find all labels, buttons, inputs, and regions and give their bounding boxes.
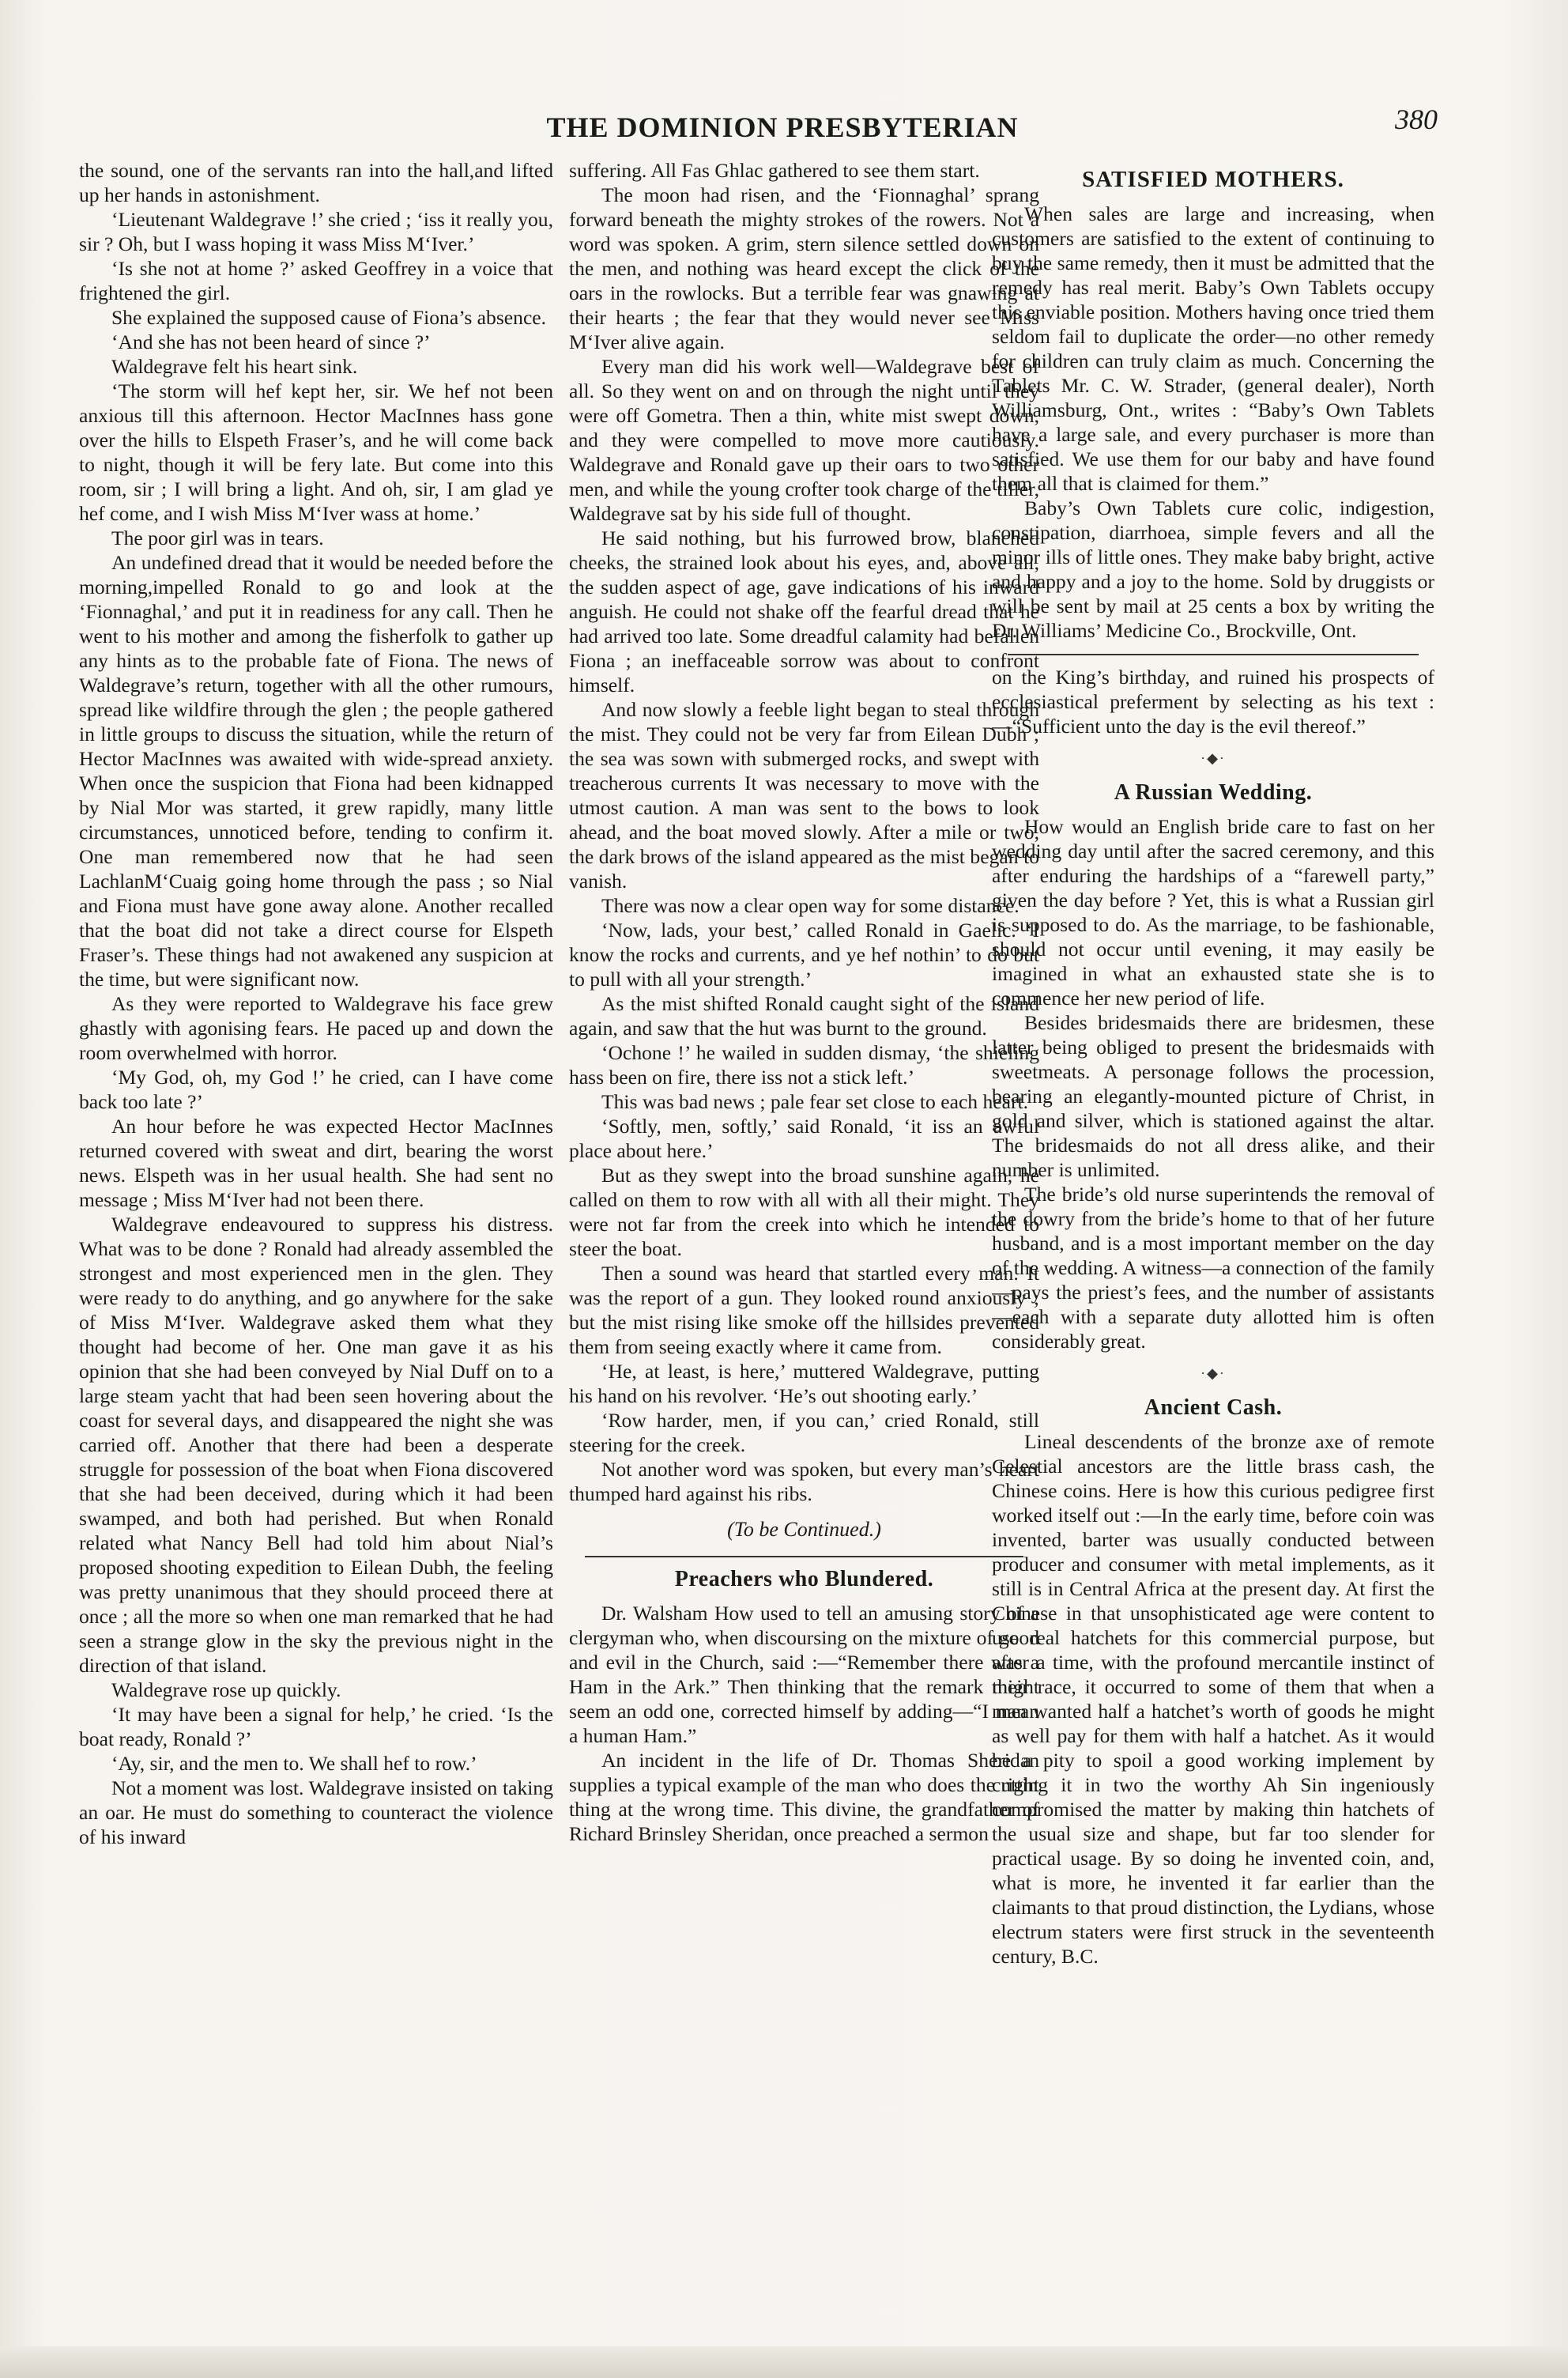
paragraph: Besides bridesmaids there are bridesmen, these latter being obliged to present the bridesmaids with sweetmeats. A personage follows the procession, bearing an elegantly-mounted picture of Christ, in gold and silver, which is stationed against the altar. The bridesmaids do not all dress alike, and their number is unlimited.	[992, 1011, 1434, 1181]
paragraph: ‘My God, oh, my God !’ he cried, can I have come back too late ?’	[79, 1066, 553, 1113]
paragraph: Waldegrave endeavoured to suppress his distress. What was to be done ? Ronald had already assembled the strongest and most experienced men in the glen. They were ready to do anything, and go anywhere for the sake of Miss M‘Iver. Waldegrave asked them what they thought had become of her. One man gave it as his opinion that she had been conveyed by Nial Duff on to a large steam yacht that had been seen hovering about the coast for several days, and disappeared the night she was carried off. Another that there had been a desperate struggle for possession of the boat when Fiona discovered that she had been deceived, during which it had been swamped, and both had perished. But when Ronald related what Nancy Bell had told him about Nial’s proposed shooting expedition to Eilean Dubh, the feeling was pretty unanimous that they should proceed there at once ; all the more so when one man remarked that he had seen a strange glow in the sky the previous night in the direction of that island.	[79, 1213, 553, 1677]
paragraph: How would an English bride care to fast on her wedding day until after the sacred ceremony, and this after enduring the hardships of a “farewell party,” given the day before ? Yet, this is what a Russian girl is supposed to do. As the marriage, to be fashionable, should not occur until evening, it may easily be imagined in what an exhausted state she is to commence her new period of life.	[992, 815, 1434, 1010]
paragraph: This was bad news ; pale fear set close to each heart.	[601, 1090, 1029, 1113]
paragraph: ‘Lieutenant Waldegrave !’ she cried ; ‘iss it really you, sir ? Oh, but I wass hoping it wass Miss M‘Iver.’	[79, 208, 553, 255]
paragraph: She explained the supposed cause of Fiona’s absence.	[111, 306, 547, 329]
paragraph: As they were reported to Waldegrave his face grew ghastly with agonising fears. He paced up and down the room overwhelmed with horror.	[79, 992, 553, 1064]
paragraph: ‘Is she not at home ?’ asked Geoffrey in a voice that frightened the girl.	[79, 257, 553, 304]
paragraph: ‘It may have been a signal for help,’ he cried. ‘Is the boat ready, Ronald ?’	[79, 1703, 553, 1750]
paragraph: Every man did his work well—Waldegrave best of all. So they went on and on through the night until they were off Gometra. Then a thin, white mist swept down, and they were compelled to move more cautiously. Waldegrave and Ronald gave up their oars to two other men, and while the young crofter took charge of the tiller, Waldegrave sat by his side full of thought.	[569, 355, 1039, 525]
paragraph: Not a moment was lost. Waldegrave insisted on taking an oar. He must do something to counteract the violence of his inward	[79, 1776, 553, 1848]
paragraph: ‘The storm will hef kept her, sir. We hef not been anxious till this afternoon. Hector MacInnes hass gone over the hills to Elspeth Fraser’s, and he will come back to night, though it will be fery late. But come into this room, sir ; I will bring a light. And oh, sir, I am glad ye hef come, and I wish Miss M‘Iver wass at home.’	[79, 379, 553, 525]
paragraph: on the King’s birthday, and ruined his prospects of ecclesiastical preferment by selecting as his text :—“Sufficient unto the day is the evil thereof.”	[992, 666, 1434, 738]
paragraph: An undefined dread that it would be needed before the morning,impelled Ronald to go and look at the ‘Fionnaghal,’ and put it in readiness for any call. Then he went to his mother and among the fisherfolk to gather up any hints as to the probable fate of Fiona. The news of Waldegrave’s return, together with all the other rumours, spread like wildfire through the glen ; the people gathered in little groups to discuss the situation, while the return of Hector MacInnes was awaited with wide-spread anxiety. When once the suspicion that Fiona had been kidnapped by Nial Mor was started, it grew rapidly, many little circumstances, unnoticed before, tending to confirm it. One man remembered now that he had seen LachlanM‘Cuaig going home through the pass ; so Nial and Fiona must have gone away alone. Another recalled that the boat did not take a direct course for Elspeth Fraser’s. These things had not awakened any suspicion at the time, but were significant now.	[79, 551, 553, 991]
paragraph: Baby’s Own Tablets cure colic, indigestion, constipation, diarrhoea, simple fevers and all the minor ills of little ones. They make baby bright, active and happy and a joy to the home. Sold by druggists or will be sent by mail at 25 cents a box by writing the Dr. Williams’ Medicine Co., Brockville, Ont.	[992, 496, 1434, 642]
paragraph: An hour before he was expected Hector MacInnes returned covered with sweat and dirt, bearing the worst news. Elspeth was in her usual health. She had sent no message ; Miss M‘Iver had not been there.	[79, 1115, 553, 1211]
paragraph: There was now a clear open way for some distance.	[601, 894, 1020, 917]
article-heading-ancient-cash: Ancient Cash.	[1144, 1395, 1283, 1420]
paragraph: The moon had risen, and the ‘Fionnaghal’ sprang forward beneath the mighty strokes of the rowers. Not a word was spoken. A grim, stern silence settled down on the men, and nothing was heard except the click of the oars in the rowlocks. But a terrible fear was gnawing at their hearts ; the fear that they would never see Miss M‘Iver alive again.	[569, 183, 1039, 353]
paragraph: But as they swept into the broad sunshine again, he called on them to row with all with all their might. They were not far from the creek into which he intended to steer the boat.	[569, 1164, 1039, 1260]
paragraph: Lineal descendents of the bronze axe of remote Celestial ancestors are the little brass cash, the Chinese coins. Here is how this curious pedigree first worked itself out :—In the early time, before coin was invented, barter was usually conducted between producer and consumer with metal implements, as it still is in Central Africa at the present day. At first the Chinese in that unsophisticated age were content to use real hatchets for this commercial purpose, but after a time, with the profound mercantile instinct of their race, it occurred to some of them that when a man wanted half a hatchet’s worth of goods he might as well pay for them with half a hatchet. As it would be a pity to spoil a good working implement by cutting it in two the worthy Ah Sin ingeniously compromised the matter by making thin hatchets of the usual size and shape, but far too slender for practical usage. By so doing he invented coin, and, what is more, he invented it far earlier than the claimants to that proud distinction, the Lydians, whose electrum staters were first struck in the seventeenth century, B.C.	[992, 1430, 1434, 1968]
paragraph: ‘Ay, sir, and the men to. We shall hef to row.’	[111, 1752, 477, 1775]
paragraph: And now slowly a feeble light began to steal through the mist. They could not be very far from Eilean Dubh ; the sea was sown with submerged rocks, and swept with treacherous currents It was necessary to move with the utmost caution. A man was sent to the bows to look ahead, and the boat moved slowly. After a mile or two, the dark brows of the island appeared as the mist began to vanish.	[569, 698, 1039, 893]
paragraph: ‘Now, lads, your best,’ called Ronald in Gaelic. ‘I know the rocks and currents, and ye hef nothin’ to do but to pull with all your strength.’	[569, 919, 1039, 991]
page-header-title: THE DOMINION PRESBYTERIAN	[546, 111, 1019, 143]
paragraph: The poor girl was in tears.	[111, 527, 324, 549]
paragraph: ‘And she has not been heard of since ?’	[111, 330, 431, 353]
page-bottom-edge	[0, 2346, 1568, 2378]
ornament-divider: ·◆·	[1200, 750, 1226, 766]
column-1	[79, 158, 553, 2293]
paragraph: Then a sound was heard that startled every man. It was the report of a gun. They looked round anxiously ; but the mist rising like smoke off the hillsides prevented them from seeing exactly where it came from.	[569, 1262, 1039, 1358]
divider-rule	[585, 1556, 1023, 1557]
paragraph: ‘Row harder, men, if you can,’ cried Ronald, still steering for the creek.	[569, 1409, 1039, 1456]
article-heading-preachers: Preachers who Blundered.	[674, 1567, 934, 1591]
paragraph: As the mist shifted Ronald caught sight of the island again, and saw that the hut was burnt to the ground.	[569, 992, 1039, 1040]
ornament-divider: ·◆·	[1200, 1365, 1226, 1381]
paragraph: ‘He, at least, is here,’ muttered Waldegrave, putting his hand on his revolver. ‘He’s out shooting early.’	[569, 1360, 1039, 1407]
article-heading-russian-wedding: A Russian Wedding.	[1114, 780, 1313, 805]
page-number: 380	[1395, 104, 1438, 135]
paragraph: suffering. All Fas Ghlac gathered to see them start.	[569, 159, 980, 182]
paragraph: the sound, one of the servants ran into the hall,and lifted up her hands in astonishment.	[79, 159, 553, 206]
paragraph: An incident in the life of Dr. Thomas Sheridan supplies a typical example of the man who does the right thing at the wrong time. This divine, the grandfather of Richard Brinsley Sheridan, once preached a sermon	[569, 1749, 1039, 1845]
paragraph: ‘Softly, men, softly,’ said Ronald, ‘it iss an awful place about here.’	[569, 1115, 1039, 1162]
paragraph: The bride’s old nurse superintends the removal of the dowry from the bride’s home to that of her future husband, and is a most important member on the day of the wedding. A witness—a connection of the family —pays the priest’s fees, and the number of assistants—each with a separate duty allotted him is often considerably great.	[992, 1183, 1434, 1353]
divider-rule	[1008, 654, 1419, 655]
column-2	[569, 158, 1039, 2293]
article-heading-satisfied-mothers: SATISFIED MOTHERS.	[1082, 167, 1344, 192]
paragraph: Waldegrave rose up quickly.	[111, 1678, 341, 1701]
paragraph: Dr. Walsham How used to tell an amusing story of a clergyman who, when discoursing on the mixture of good and evil in the Church, said :—“Remember there was a Ham in the Ark.” Then thinking that the remark might seem an odd one, corrected himself by adding—“I mean a human Ham.”	[569, 1602, 1039, 1747]
to-be-continued: (To be Continued.)	[727, 1518, 881, 1541]
paragraph: When sales are large and increasing, when customers are satisfied to the extent of continuing to buy the same remedy, then it must be admitted that the remedy has real merit. Baby’s Own Tablets occupy this enviable position. Mothers having once tried them seldom fail to duplicate the order—no other remedy for children can truly claim as much. Concerning the Tablets Mr. C. W. Strader, (general dealer), North Williamsburg, Ont., writes : “Baby’s Own Tablets have a large sale, and every purchaser is more than satisfied. We use them for our baby and have found them all that is claimed for them.”	[992, 202, 1434, 495]
paragraph: Not another word was spoken, but every man’s heart thumped hard against his ribs.	[569, 1458, 1039, 1505]
paragraph: He said nothing, but his furrowed brow, blanched cheeks, the strained look about his eyes, and, above all, the sudden aspect of age, gave indications of his inward anguish. He could not shake off the fearful dread that he had arrived too late. Some dreadful calamity had befallen Fiona ; an ineffaceable sorrow was about to confront himself.	[569, 527, 1039, 696]
paragraph: Waldegrave felt his heart sink.	[111, 355, 358, 378]
column-3	[992, 158, 1434, 2293]
paragraph: ‘Ochone !’ he wailed in sudden dismay, ‘the shieling hass been on fire, there iss not a stick left.’	[569, 1041, 1039, 1089]
